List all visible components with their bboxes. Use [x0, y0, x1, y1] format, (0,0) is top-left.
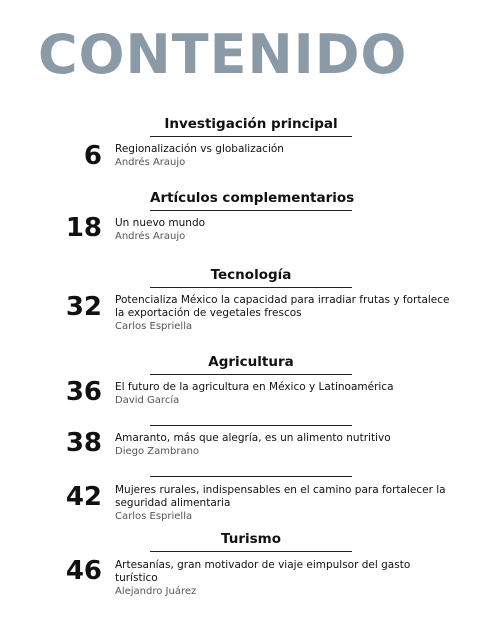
entry-title: Artesanías, gran motivador de viaje eimpulsor del gasto turístico — [115, 559, 411, 584]
entry-author: David García — [115, 395, 180, 406]
page-number: 18 — [65, 213, 102, 243]
entry-author: Diego Zambrano — [115, 446, 200, 457]
section-heading-agricultura: Agricultura — [150, 355, 352, 375]
entry-author: Andrés Araujo — [115, 231, 186, 242]
page-number: 46 — [65, 556, 102, 586]
entry-title: Mujeres rurales, indispensables en el camino para fortalecer la seguridad alimentaria — [115, 484, 446, 509]
toc-entry[interactable] — [115, 432, 455, 458]
toc-entry[interactable] — [115, 217, 455, 243]
page-number: 32 — [65, 292, 102, 322]
toc-entry[interactable] — [115, 294, 455, 333]
page-number: 38 — [65, 428, 102, 458]
toc-entry[interactable] — [115, 484, 455, 523]
toc-entry[interactable] — [115, 559, 455, 598]
section-heading-articulos: Artículos complementarios — [150, 191, 352, 211]
separator — [150, 425, 352, 426]
entry-title: Potencializa México la capacidad para irradiar frutas y fortalece la exportación de vegetales frescos — [115, 294, 450, 319]
entry-author: Alejandro Juárez — [115, 586, 197, 597]
section-heading-investigacion: Investigación principal — [150, 117, 352, 137]
section-heading-tecnologia: Tecnología — [150, 268, 352, 288]
entry-title: Un nuevo mundo — [115, 217, 206, 229]
page-number: 42 — [65, 482, 102, 512]
toc-entry[interactable] — [115, 381, 455, 407]
entry-author: Andrés Araujo — [115, 157, 186, 168]
page-number: 6 — [83, 141, 102, 171]
page-number: 36 — [65, 377, 102, 407]
entry-title: El futuro de la agricultura en México y Latinoamérica — [115, 381, 394, 393]
page-title: CONTENIDO — [38, 23, 408, 86]
toc-entry[interactable] — [115, 143, 455, 169]
entry-title: Regionalización vs globalización — [115, 143, 284, 155]
entry-title: Amaranto, más que alegría, es un alimento nutritivo — [115, 432, 391, 444]
section-heading-turismo: Turismo — [150, 532, 352, 552]
entry-author: Carlos Espriella — [115, 511, 193, 522]
entry-author: Carlos Espriella — [115, 321, 193, 332]
separator — [150, 476, 352, 477]
